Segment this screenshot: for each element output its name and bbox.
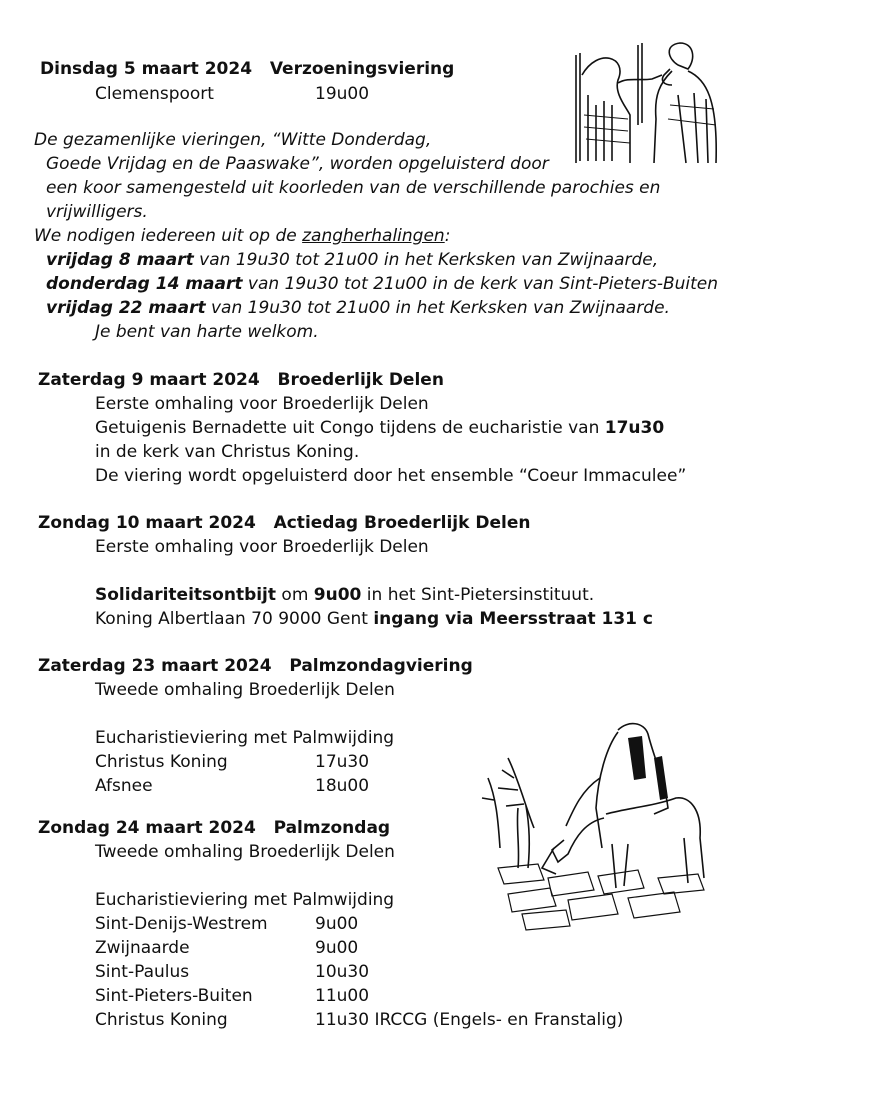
schedule-row: Christus Koning 11u30 IRCCG (Engels- en Franstalig) — [95, 1010, 624, 1030]
note-line: een koor samengesteld uit koorleden van de verschillende parochies en — [46, 178, 661, 198]
body-line: Eerste omhaling voor Broederlijk Delen — [95, 537, 429, 557]
rehearsal-row: vrijdag 22 maart van 19u30 tot 21u00 in het Kerksken van Zwijnaarde. — [46, 298, 670, 318]
schedule-row: Zwijnaarde 9u00 — [95, 938, 359, 958]
body-line: Eucharistieviering met Palmwijding — [95, 728, 395, 748]
schedule-row: Sint-Denijs-Westrem 9u00 — [95, 914, 359, 934]
body-line: Tweede omhaling Broederlijk Delen — [95, 680, 395, 700]
heading-actiedag: Zondag 10 maart 2024 Actiedag Broederlijk Delen — [38, 513, 531, 533]
schedule-row: Sint-Pieters-Buiten 11u00 — [95, 986, 370, 1006]
schedule-row: Christus Koning 17u30 — [95, 752, 370, 772]
body-line: Eucharistieviering met Palmwijding — [95, 890, 395, 910]
schedule-row: Afsnee 18u00 — [95, 776, 370, 796]
welcome-text: Je bent van harte welkom. — [95, 322, 319, 342]
address-line: Koning Albertlaan 70 9000 Gent ingang via Meersstraat 131 c — [95, 609, 653, 629]
heading-palmzondag: Zondag 24 maart 2024 Palmzondag — [38, 818, 391, 838]
rehearsal-row: donderdag 14 maart van 19u30 tot 21u00 in de kerk van Sint-Pieters-Buiten — [46, 274, 719, 294]
rehearsal-row: vrijdag 8 maart van 19u30 tot 21u00 in het Kerksken van Zwijnaarde, — [46, 250, 659, 270]
note-line: Goede Vrijdag en de Paaswake”, worden opgeluisterd door — [46, 154, 549, 174]
body-line: Getuigenis Bernadette uit Congo tijdens de eucharistie van 17u30 — [95, 418, 665, 438]
note-line: vrijwilligers. — [46, 202, 148, 222]
body-line: Eerste omhaling voor Broederlijk Delen — [95, 394, 429, 414]
schedule-row: Sint-Paulus 10u30 — [95, 962, 370, 982]
note-line: De gezamenlijke vieringen, “Witte Donderdag, — [34, 130, 432, 150]
body-line: Tweede omhaling Broederlijk Delen — [95, 842, 395, 862]
heading-broederlijk-delen: Zaterdag 9 maart 2024 Broederlijk Delen — [38, 370, 444, 390]
heading-palmzondagviering: Zaterdag 23 maart 2024 Palmzondagviering — [38, 656, 473, 676]
body-line: in de kerk van Christus Koning. — [95, 442, 360, 462]
breakfast-line: Solidariteitsontbijt om 9u00 in het Sint-Pietersinstituut. — [95, 585, 595, 605]
body-line: De viering wordt opgeluisterd door het ensemble “Coeur Immaculee” — [95, 466, 687, 486]
palm-sunday-illustration — [478, 718, 728, 933]
schedule-row: Clemenspoort 19u00 — [95, 84, 370, 104]
confession-illustration — [568, 35, 728, 165]
rehearsal-link[interactable]: zangherhalingen — [302, 226, 445, 246]
rehearsal-invite: We nodigen iedereen uit op de zangherhalingen: — [34, 226, 451, 246]
heading-verzoeningsviering: Dinsdag 5 maart 2024 Verzoeningsviering — [40, 59, 455, 79]
